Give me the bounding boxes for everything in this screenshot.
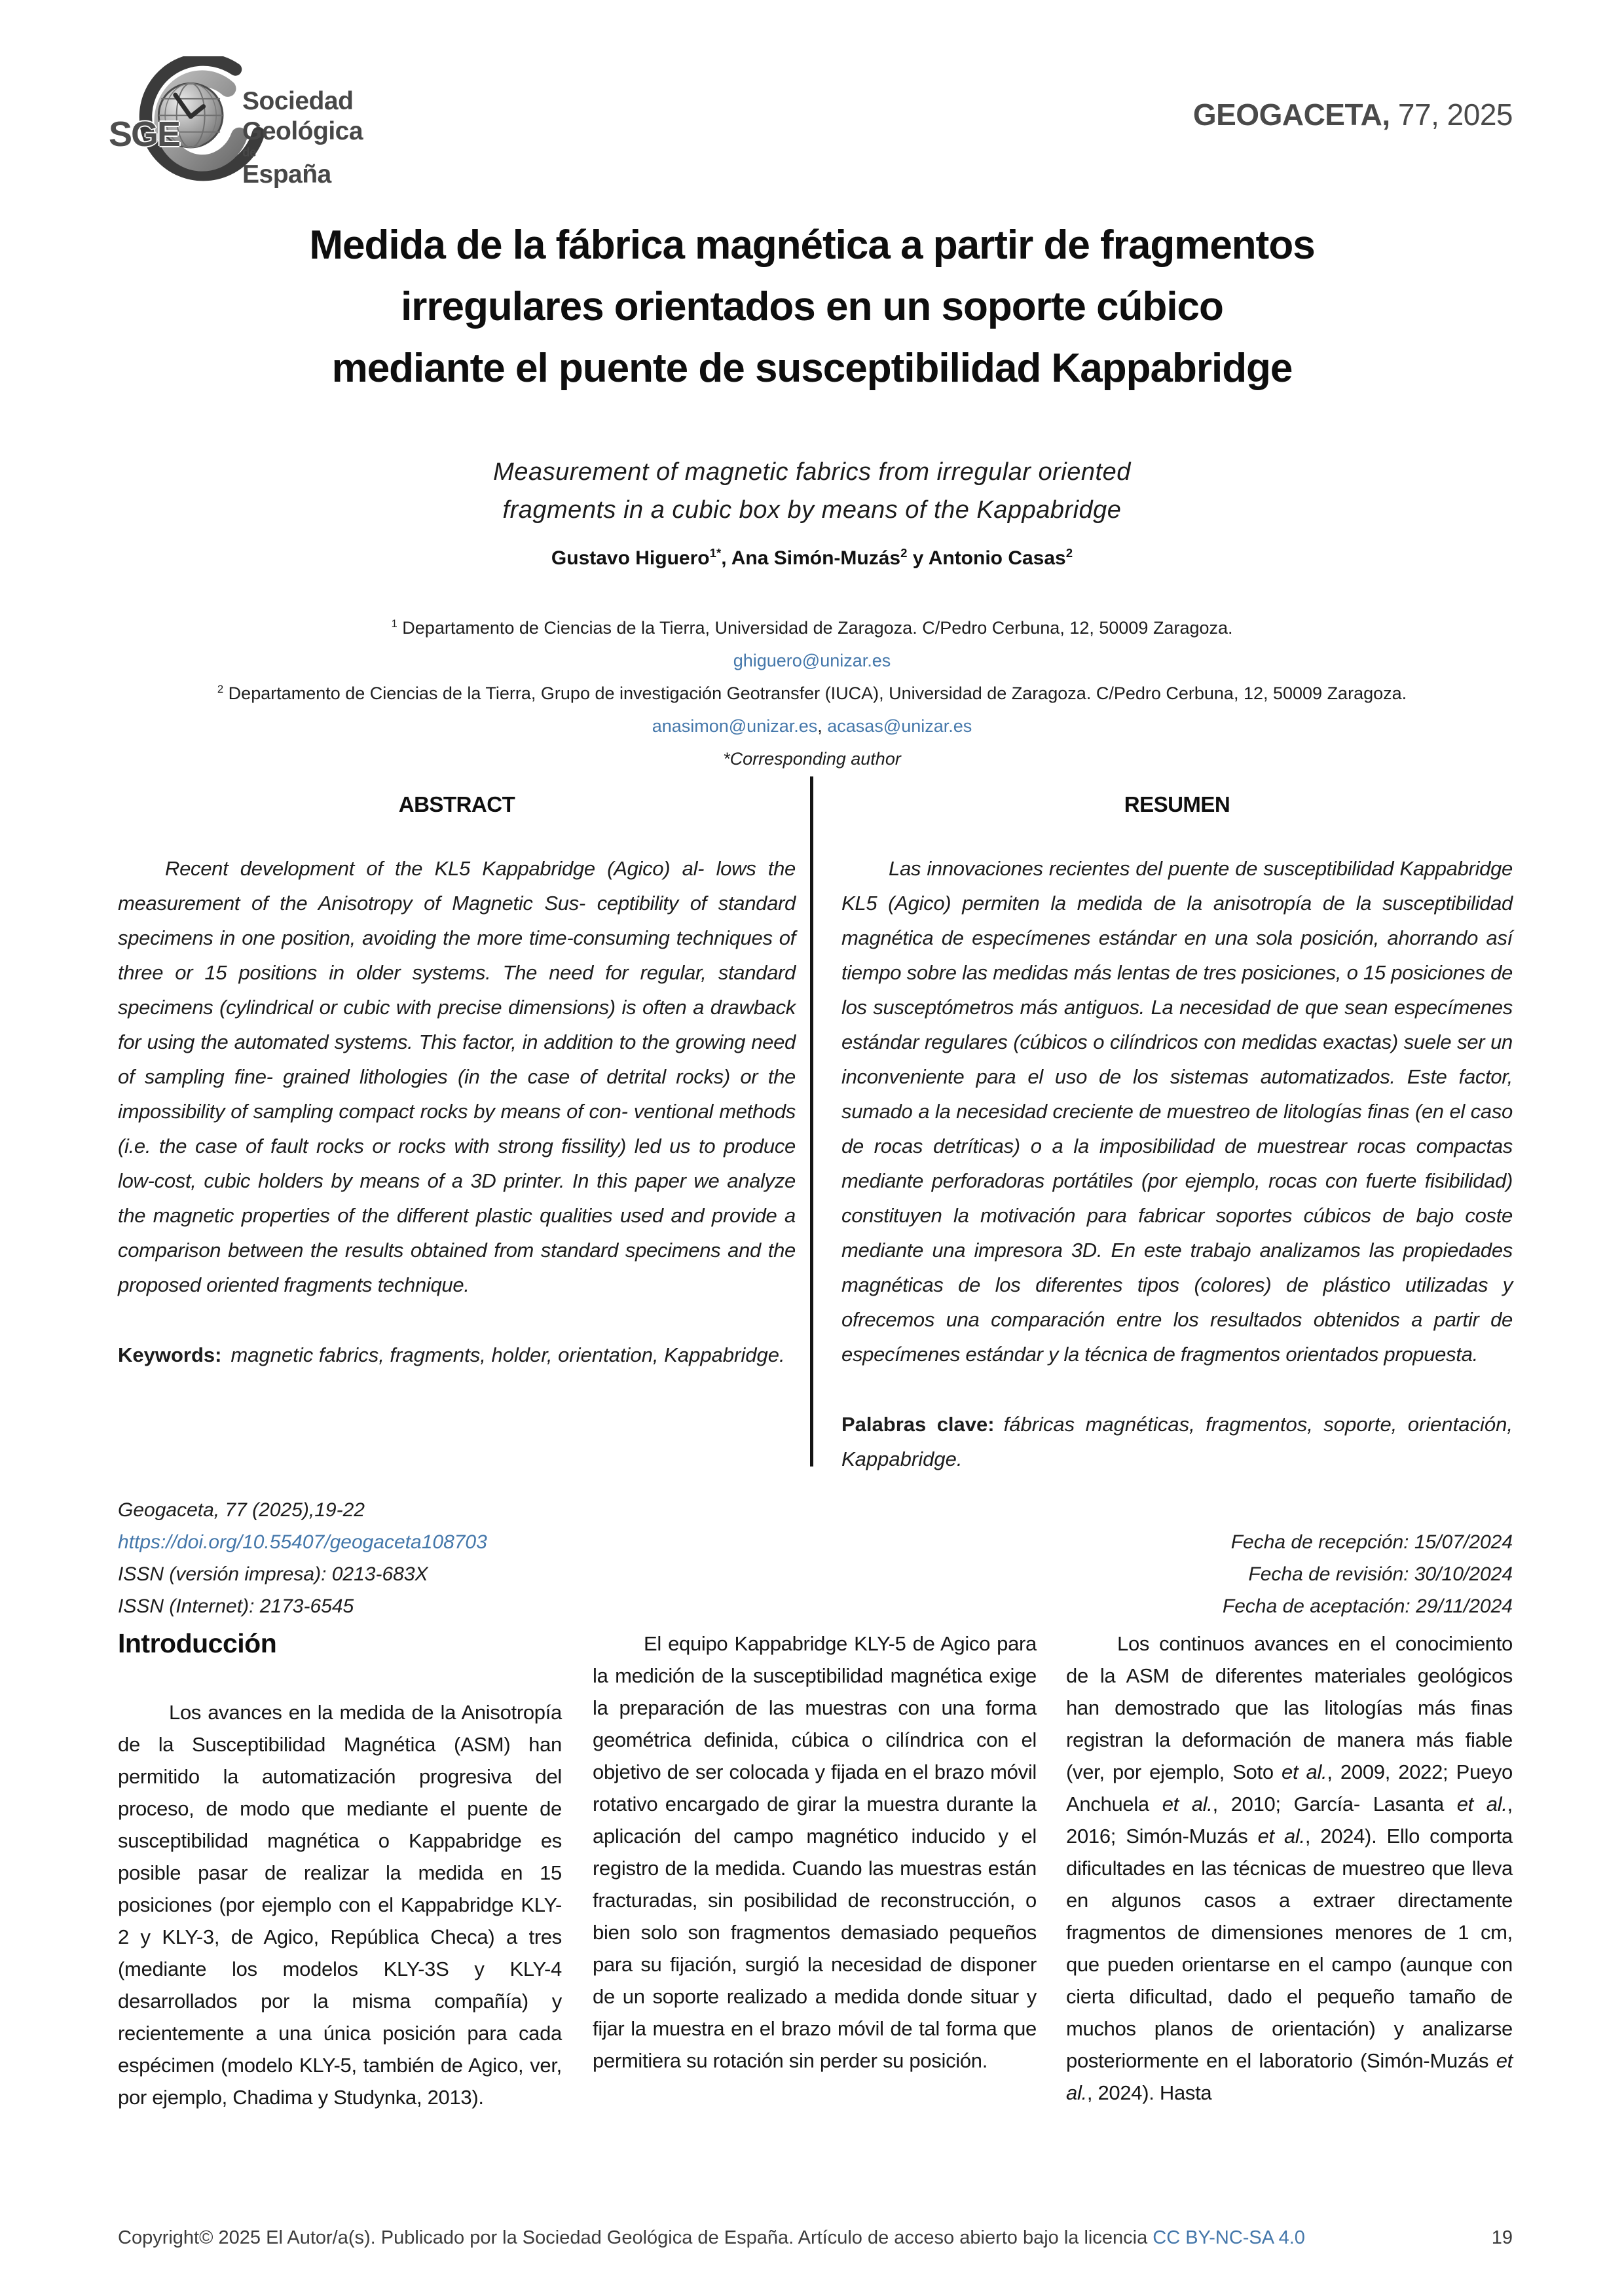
inline-link[interactable]: acasas@unizar.es xyxy=(827,716,972,736)
sge-acronym: SGE xyxy=(109,115,180,154)
keywords-label: Keywords: xyxy=(118,1343,222,1366)
article-title-en: Measurement of magnetic fabrics from irregular oriented fragments in a cubic box by means of the Kappabridge xyxy=(493,458,1131,524)
dates-block xyxy=(786,1526,1513,1622)
resumen-heading: RESUMEN xyxy=(1124,792,1230,816)
intro-column-2 xyxy=(593,1628,1037,2077)
affiliations-block xyxy=(92,611,1532,775)
affiliation-1 xyxy=(92,611,1532,644)
text-segment: Departamento de Ciencias de la Tierra, Universidad de Zaragoza. C/Pedro Cerbuna, 12, 50009 Zaragoza. xyxy=(397,618,1233,638)
citation-block xyxy=(118,1494,799,1622)
palabras-clave-label: Palabras clave: xyxy=(841,1413,995,1436)
text-segment: Copyright© 2025 El Autor/a(s). Publicado por la Sociedad Geológica de España. Artículo de acceso abierto bajo la licencia xyxy=(118,2227,1153,2248)
date-revised: Fecha de revisión: 30/10/2024 xyxy=(1248,1563,1513,1585)
text-segment: , 2016; Simón-Muzás xyxy=(1066,1793,1513,1848)
abstract-column xyxy=(118,792,796,1372)
affiliation-2 xyxy=(92,677,1532,710)
text-segment: et al. xyxy=(1066,2049,1513,2104)
abstract-heading: ABSTRACT xyxy=(398,792,515,816)
text-segment: , 2024). Hasta xyxy=(1086,2081,1212,2104)
affiliation-2-emails xyxy=(92,710,1532,742)
copyright-notice xyxy=(118,2227,1305,2249)
sge-society-name xyxy=(242,86,363,190)
intro-column-1 xyxy=(118,1628,562,2113)
column-divider xyxy=(810,776,813,1467)
text-segment: , 2010; García- Lasanta xyxy=(1212,1793,1457,1815)
logo-name-line: Geológica xyxy=(242,117,363,145)
palabras-clave-block xyxy=(841,1407,1513,1476)
text-segment: Departamento de Ciencias de la Tierra, Grupo de investigación Geotransfer (IUCA), Universidad de Zaragoza. C/Pedro Cerbuna, 12, 50009 Zaragoza. xyxy=(223,683,1407,703)
logo-name-line: Sociedad xyxy=(242,87,354,115)
intro-paragraph-2: El equipo Kappabridge KLY-5 de Agico para la medición de la susceptibilidad magnética exige la preparación de las muestras con una forma geométrica definida, cúbica o cilíndrica con el objetivo de ser colocada y fijada en el brazo móvil rotativo encargado de girar la muestra durante la aplicación del campo magnético inducido y el registro de la medida. Cuando las muestras están fracturadas, sin posibilidad de reconstrucción, o bien solo son fragmentos demasiado pequeños para su fijación, surgió la necesidad de disponer de un soporte realizado a medida donde situar y fijar la muestra en el brazo móvil de tal forma que permitiera su rotación sin perder su posición. xyxy=(593,1632,1037,2072)
text-segment: 1 xyxy=(391,617,397,630)
text-segment: et al. xyxy=(1456,1793,1507,1815)
intro-heading: Introducción xyxy=(118,1628,277,1658)
inline-link[interactable]: ghiguero@unizar.es xyxy=(733,651,891,670)
text-segment: Gustavo Higuero xyxy=(551,547,710,569)
intro-paragraph-3 xyxy=(1066,1628,1513,2109)
keywords-text: magnetic fabrics, fragments, holder, orientation, Kappabridge. xyxy=(231,1343,785,1366)
date-received: Fecha de recepción: 15/07/2024 xyxy=(1230,1531,1513,1553)
corresponding-author-note: *Corresponding author xyxy=(723,749,901,769)
abstract-text: Recent development of the KL5 Kappabridge (Agico) al- lows the measurement of the Anisotropy of Magnetic Sus- ceptibility of standard specimens in one position, avoiding the more time-consuming techniques of three or 15 positions in older systems. The need for regular, standard specimens (cylindrical or cubic with precise dimensions) is often a drawback for using the automated systems. This factor, in addition to the growing need of sampling fine- grained lithologies (in the case of detrital rocks) or the impossibility of sampling compact rocks by means of con- ventional methods (i.e. the case of fault rocks or rocks with strong fissility) led us to produce low-cost, cubic holders by means of a 3D printer. In this paper we analyze the magnetic properties of the different plastic qualities used and provide a comparison between the results obtained from standard specimens and the proposed oriented fragments technique. xyxy=(118,857,796,1296)
sge-logo xyxy=(109,56,427,197)
intro-column-3 xyxy=(1066,1628,1513,2109)
logo-name-line: España xyxy=(242,160,331,189)
date-accepted: Fecha de aceptación: 29/11/2024 xyxy=(1222,1595,1513,1617)
authors-line xyxy=(157,547,1467,570)
page-number: 19 xyxy=(1491,2227,1513,2248)
doi-link[interactable]: https://doi.org/10.55407/geogaceta108703 xyxy=(118,1531,487,1553)
text-segment: 2 xyxy=(1065,546,1073,560)
text-segment: , 2024). Ello comporta dificultades en las técnicas de muestreo que lleva en algunos casos a extraer directamente fragmentos de dimensiones menores de 1 cm, que pueden orientarse en el campo (aunque con cierta dificultad, dado el pequeño tamaño de muchos planos de orientación) y analizarse posteriormente en el laboratorio (Simón-Muzás xyxy=(1066,1825,1513,2072)
text-segment: y Antonio Casas xyxy=(907,547,1066,569)
text-segment: 1* xyxy=(709,546,722,560)
affiliation-1-email xyxy=(92,644,1532,677)
citation-reference: Geogaceta, 77 (2025),19-22 xyxy=(118,1499,365,1521)
text-segment: , xyxy=(817,716,828,736)
text-segment: et al. xyxy=(1257,1825,1305,1848)
resumen-column xyxy=(841,792,1513,1476)
issn-online: ISSN (Internet): 2173-6545 xyxy=(118,1595,354,1617)
resumen-text: Las innovaciones recientes del puente de susceptibilidad Kappabridge KL5 (Agico) permiten la medida de la anisotropía de la susceptibilidad magnética de especímenes estándar en una sola posición, ahorrando así tiempo sobre las medidas más lentas de tres posiciones, o 15 posiciones de los susceptómetros más antiguos. La necesidad de que sean especímenes estándar regulares (cúbicos o cilíndricos con medidas exactas) suele ser un inconveniente para el uso de los sistemas automatizados. Este factor, sumado a la necesidad creciente de muestreo de litologías finas (en el caso de rocas detríticas) o a la imposibilidad de muestrear rocas compactas mediante perforadoras portátiles (por ejemplo, rocas con fuerte fisibilidad) constituyen la motivación para fabricar soportes cúbicos de bajo coste mediante una impresora 3D. En este trabajo analizamos las propiedades magnéticas de los diferentes tipos (colores) de plástico utilizadas y ofrecemos una comparación entre los resultados obtenidos a partir de especímenes estándar y la técnica de fragmentos orientados propuesta. xyxy=(841,857,1513,1366)
palabras-clave-text: fábricas magnéticas, fragmentos, soporte, orientación, Kappabridge. xyxy=(841,1413,1513,1470)
intro-paragraph-1: Los avances en la medida de la Anisotropía de la Susceptibilidad Magnética (ASM) han permitido la automatización progresiva del proceso, de modo que mediante el puente de susceptibilidad magnética o Kappabridge es posible pasar de realizar la medida en 15 posiciones (por ejemplo con el Kappabridge KLY-2 y KLY-3, de Agico, República Checa) a tres (mediante los modelos KLY-3S y KLY-4 desarrollados por la misma compañía) y recientemente a una única posición para cada espécimen (modelo KLY-5, también de Agico, ver, por ejemplo, Chadima y Studynka, 2013). xyxy=(118,1701,562,2109)
text-segment: et al. xyxy=(1282,1760,1327,1783)
keywords-block xyxy=(118,1338,796,1372)
text-segment: , Ana Simón-Muzás xyxy=(721,547,901,569)
journal-name: GEOGACETA, xyxy=(1192,98,1390,132)
journal-header xyxy=(1193,97,1513,132)
text-segment: , 2009, 2022; Pueyo Anchuela xyxy=(1066,1760,1513,1815)
inline-link[interactable]: CC BY-NC-SA 4.0 xyxy=(1153,2227,1305,2248)
logo-name-line: de xyxy=(242,146,257,160)
text-segment: 2 xyxy=(217,683,224,695)
inline-link[interactable]: anasimon@unizar.es xyxy=(652,716,818,736)
article-title-es: Medida de la fábrica magnética a partir de fragmentos irregulares orientados en un soporte cúbico mediante el puente de susceptibilidad Kappabridge xyxy=(309,223,1315,391)
text-segment: 2 xyxy=(900,546,908,560)
page-footer xyxy=(118,2227,1513,2249)
issn-print: ISSN (versión impresa): 0213-683X xyxy=(118,1563,428,1585)
journal-issue: 77, 2025 xyxy=(1390,98,1513,132)
text-segment: Los continuos avances en el conocimiento de la ASM de diferentes materiales geológicos han demostrado que las litologías más finas registran la deformación de manera más fiable (ver, por ejemplo, Soto xyxy=(1066,1632,1513,1783)
text-segment: et al. xyxy=(1162,1793,1213,1815)
